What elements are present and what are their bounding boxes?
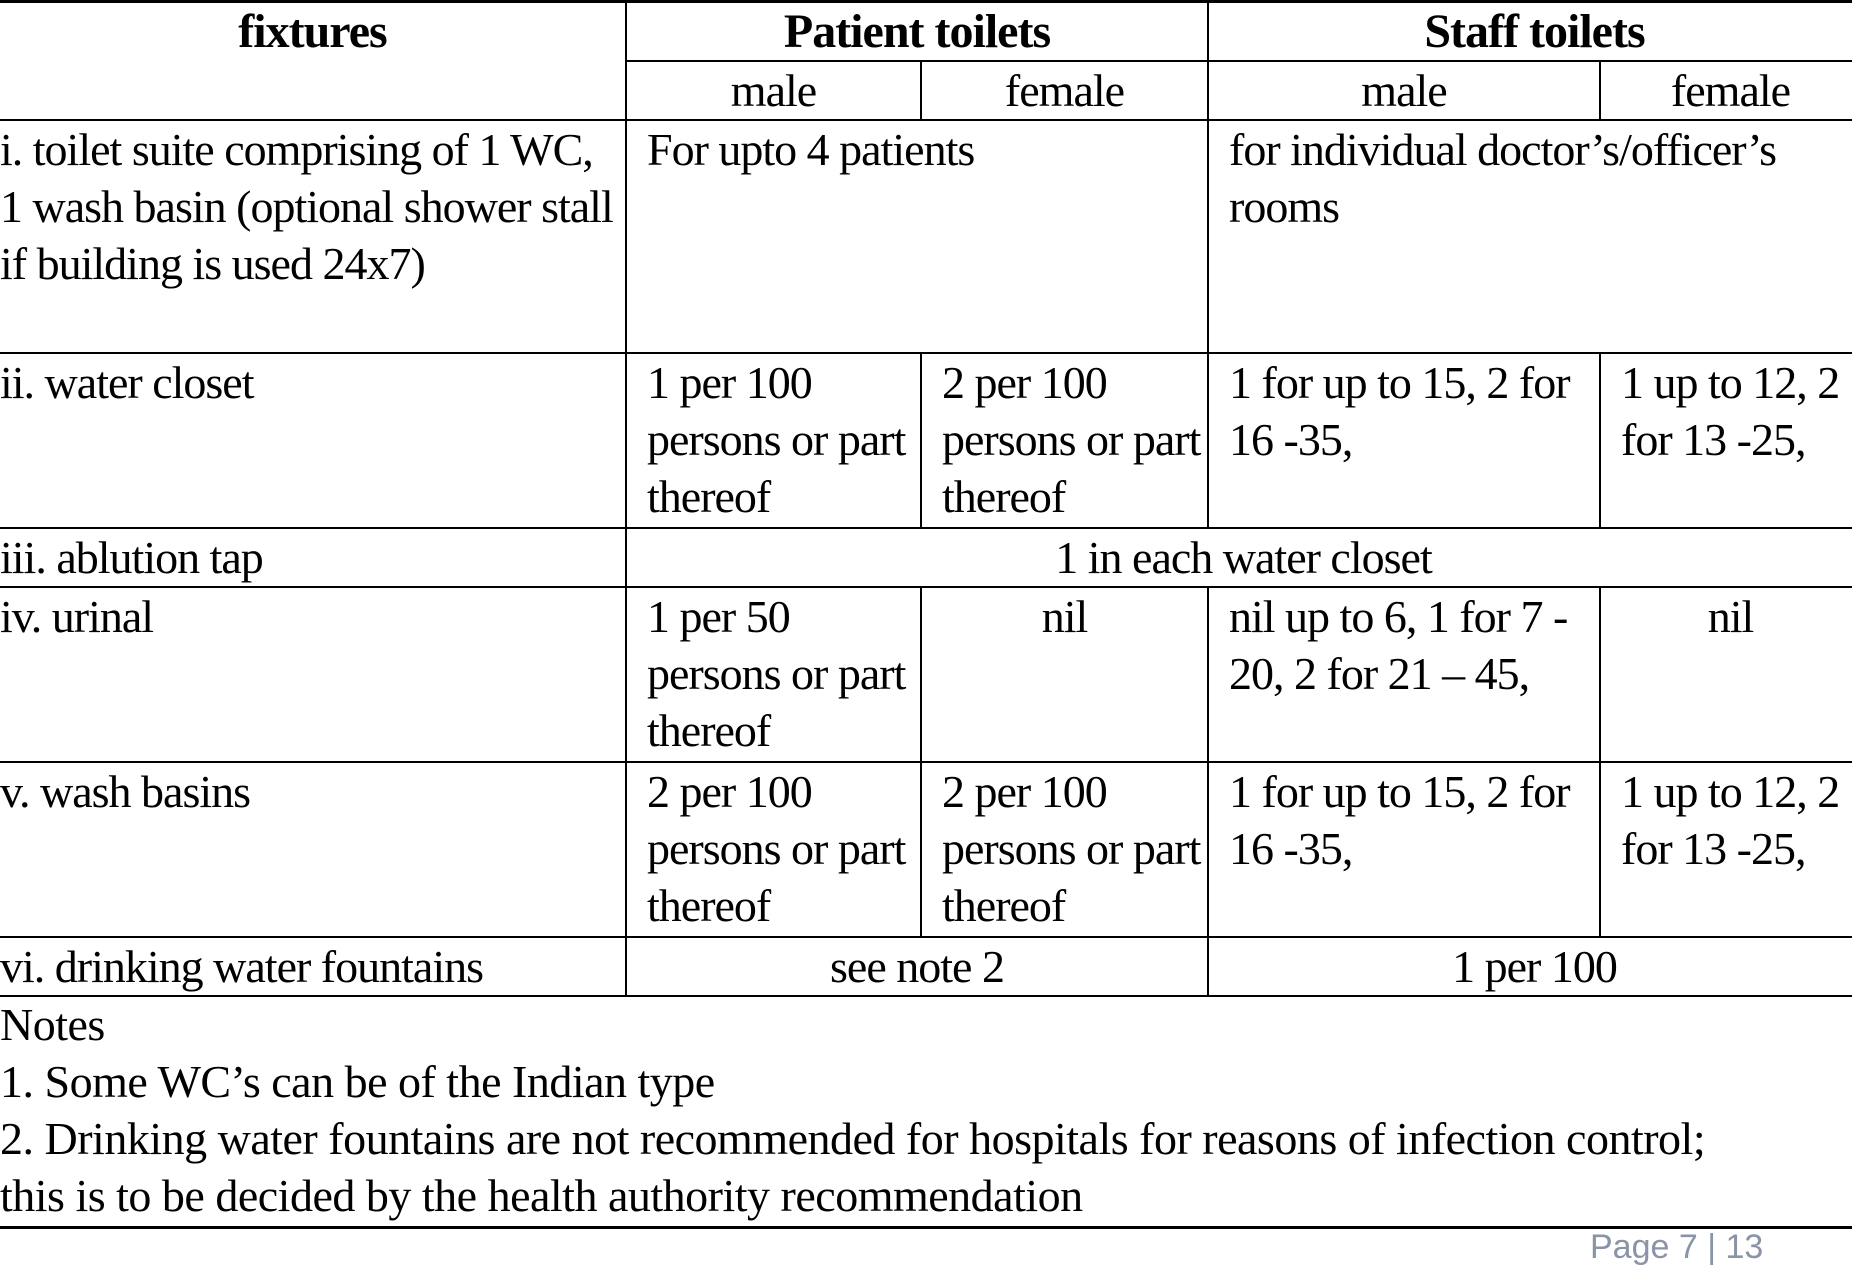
fixture-cell: ii. water closet: [0, 353, 626, 528]
staff-male-cell: 1 for up to 15, 2 for 16 -35,: [1208, 353, 1600, 528]
fixture-cell: v. wash basins: [0, 762, 626, 937]
table-row: [0, 937, 1852, 996]
table-row: [0, 528, 1852, 587]
fixture-cell: vi. drinking water fountains: [0, 937, 626, 996]
table-row: [0, 353, 1852, 528]
header-fixtures: fixtures: [0, 2, 626, 121]
fixture-cell: iv. urinal: [0, 587, 626, 762]
note-item: 1. Some WC’s can be of the Indian type: [0, 1056, 715, 1107]
patient-female-cell: 2 per 100 persons or part thereof: [921, 353, 1208, 528]
table-row: [0, 762, 1852, 937]
header-patient-female: female: [921, 61, 1208, 120]
staff-female-cell: 1 up to 12, 2 for 13 -25,: [1600, 353, 1852, 528]
header-patient-toilets: Patient toilets: [626, 2, 1208, 62]
table-row: [0, 120, 1852, 353]
notes-title: Notes: [0, 999, 105, 1050]
all-cell: 1 in each water closet: [626, 528, 1852, 587]
notes-section: [0, 996, 1760, 1224]
staff-female-cell: 1 up to 12, 2 for 13 -25,: [1600, 762, 1852, 937]
patient-male-cell: 1 per 100 persons or part thereof: [626, 353, 921, 528]
patient-male-cell: 1 per 50 persons or part thereof: [626, 587, 921, 762]
staff-female-cell: nil: [1600, 587, 1852, 762]
patient-cell: see note 2: [626, 937, 1208, 996]
staff-cell: 1 per 100: [1208, 937, 1852, 996]
staff-male-cell: 1 for up to 15, 2 for 16 -35,: [1208, 762, 1600, 937]
fixture-cell: iii. ablution tap: [0, 528, 626, 587]
table-row: [0, 587, 1852, 762]
footer-divider: [0, 1226, 1852, 1229]
page-number: Page 7 | 13: [1590, 1228, 1764, 1266]
header-staff-male: male: [1208, 61, 1600, 120]
patient-female-cell: 2 per 100 persons or part thereof: [921, 762, 1208, 937]
fixture-cell: i. toilet suite comprising of 1 WC, 1 wash basin (optional shower stall if building is used 24x7): [0, 120, 626, 353]
header-patient-male: male: [626, 61, 921, 120]
patient-female-cell: nil: [921, 587, 1208, 762]
note-item: 2. Drinking water fountains are not recommended for hospitals for reasons of infection control; this is to be decided by the health authority recommendation: [0, 1113, 1706, 1221]
patient-cell: For upto 4 patients: [626, 120, 1208, 353]
header-staff-toilets: Staff toilets: [1208, 2, 1852, 62]
staff-male-cell: nil up to 6, 1 for 7 - 20, 2 for 21 – 45,: [1208, 587, 1600, 762]
header-staff-female: female: [1600, 61, 1852, 120]
staff-cell: for individual doctor’s/officer’s rooms: [1208, 120, 1852, 353]
patient-male-cell: 2 per 100 persons or part thereof: [626, 762, 921, 937]
